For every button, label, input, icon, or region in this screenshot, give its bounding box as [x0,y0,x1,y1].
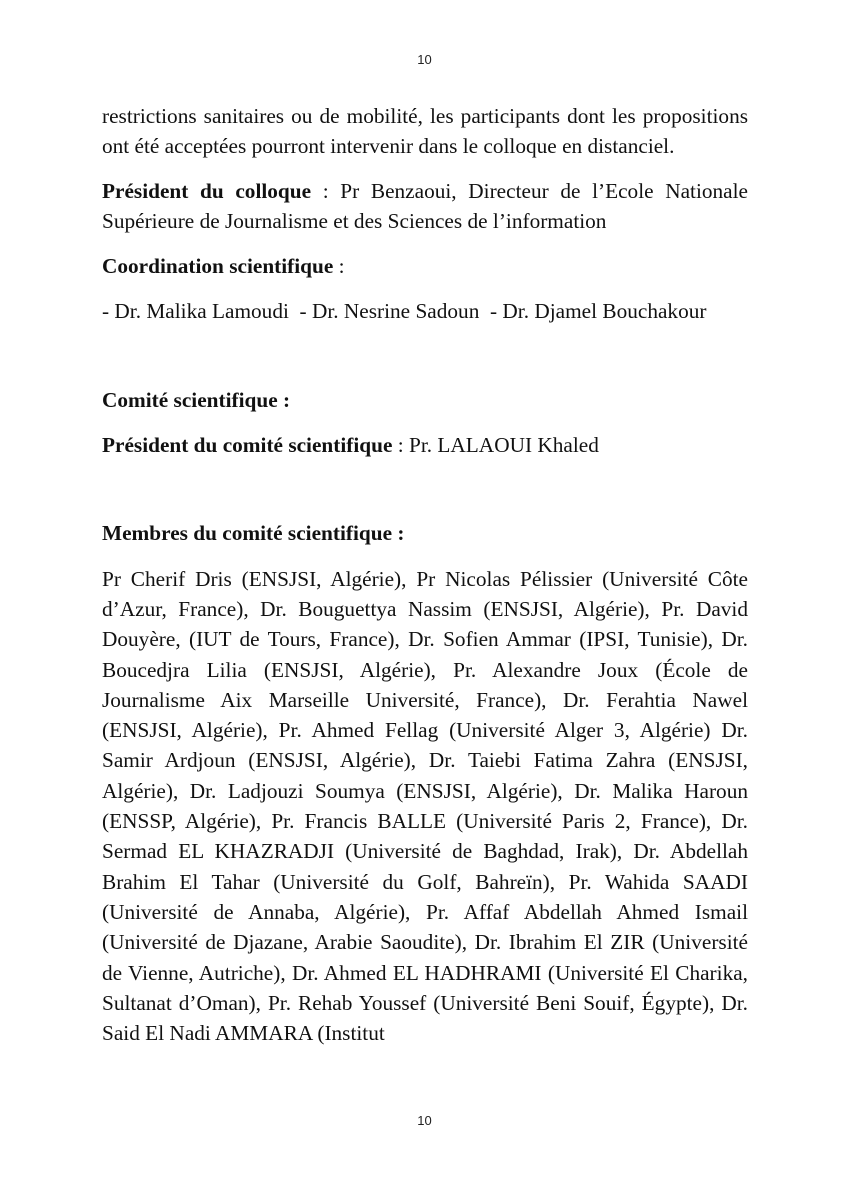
president-colloque-label: Président du colloque [102,178,312,203]
coordination-suffix: : [333,254,345,279]
spacer [102,549,748,564]
comite-heading: Comité scientifique : [102,387,291,412]
comite-president-label: Président du comité scientifique [102,433,393,458]
spacer [102,236,748,251]
membres-heading: Membres du comité scientifique : [102,521,405,546]
coordination-heading [102,251,748,281]
spacer [102,327,748,385]
comite-president-paragraph [102,430,748,460]
document-body [102,101,748,1048]
spacer [102,460,748,518]
president-colloque-paragraph [102,176,748,237]
coordination-label: Coordination scientifique [102,254,334,279]
spacer [102,415,748,430]
page-number-top: 10 [417,52,432,67]
spacer [102,162,748,176]
spacer [102,281,748,296]
page-number-bottom: 10 [417,1113,432,1128]
intro-paragraph: restrictions sanitaires ou de mobilité, les participants dont les propositions ont été acceptées pourront intervenir dans le colloque en distanciel. [102,104,748,159]
comite-president-text: : Pr. LALAOUI Khaled [392,433,599,458]
membres-list-paragraph: Pr Cherif Dris (ENSJSI, Algérie), Pr Nicolas Pélissier (Université Côte d’Azur, France), Dr. Bouguettya Nassim (ENSJSI, Algérie), Pr. David Douyère, (IUT de Tours, France), Dr. Sofien Ammar (IPSI, Tunisie), Dr. Boucedjra Lilia (ENSJSI, Algérie), Pr. Alexandre Joux (École de Journalisme Aix Marseille Université, France), Dr. Ferahtia Nawel (ENSJSI, Algérie), Pr. Ahmed Fellag (Université Alger 3, Algérie) Dr. Samir Ardjoun (ENSJSI, Algérie), Dr. Taiebi Fatima Zahra (ENSJSI, Algérie), Dr. Ladjouzi Soumya (ENSJSI, Algérie), Dr. Malika Haroun (ENSSP, Algérie), Pr. Francis BALLE (Université Paris 2, France), Dr. Sermad EL KHAZRADJI (Université de Baghdad, Irak), Dr. Abdellah Brahim El Tahar (Université du Golf, Bahreïn), Pr. Wahida SAADI (Université de Annaba, Algérie), Pr. Affaf Abdellah Ahmed Ismail (Université de Djazane, Arabie Saoudite), Dr. Ibrahim El ZIR (Université de Vienne, Autriche), Dr. Ahmed EL HADHRAMI (Université El Charika, Sultanat d’Oman), Pr. Rehab Youssef (Université Beni Souif, Égypte), Dr. Said El Nadi AMMARA (Institut [102,566,748,1046]
president-colloque-text: : Pr Benzaoui, Directeur de l’Ecole Nationale Supérieure de Journalisme et des Sciences de l’information [102,178,749,233]
coordination-members: - Dr. Malika Lamoudi - Dr. Nesrine Sadoun - Dr. Djamel Bouchakour [102,299,707,324]
